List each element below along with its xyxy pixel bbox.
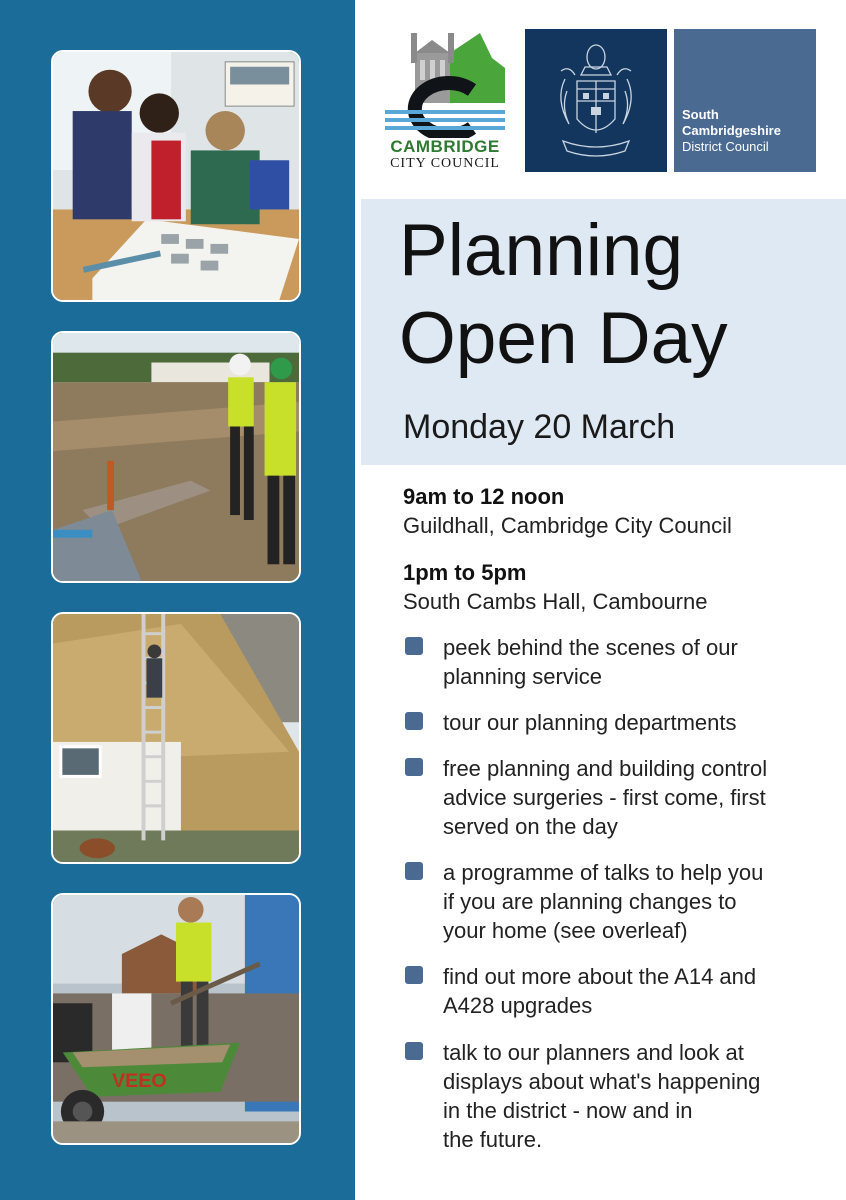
- district-crest-logo: [525, 29, 667, 172]
- session-1-place: Guildhall, Cambridge City Council: [403, 513, 732, 538]
- bullet-square-icon: [405, 862, 423, 880]
- bullet-line: peek behind the scenes of our: [443, 635, 738, 660]
- bullet-square-icon: [405, 637, 423, 655]
- title-line-1: Planning: [399, 210, 684, 291]
- bullet-line: find out more about the A14 and: [443, 964, 757, 989]
- district-name-line1: South: [682, 107, 719, 122]
- bullet-line: advice surgeries - first come, first: [443, 785, 766, 810]
- city-council-wordmark: CAMBRIDGE: [390, 137, 500, 156]
- photo-building-site-inspection: [51, 331, 301, 583]
- session-2-time: 1pm to 5pm: [403, 560, 527, 585]
- session-1-time: 9am to 12 noon: [403, 484, 565, 509]
- session-2-place: South Cambs Hall, Cambourne: [403, 589, 708, 614]
- bullet-square-icon: [405, 966, 423, 984]
- bullet-line: planning service: [443, 664, 602, 689]
- bullet-line: tour our planning departments: [443, 710, 737, 735]
- svg-text:VEEO: VEEO: [112, 1069, 167, 1092]
- district-name-line2: Cambridgeshire: [682, 123, 781, 138]
- bullet-square-icon: [405, 712, 423, 730]
- bullet-line: if you are planning changes to: [443, 889, 737, 914]
- photo-thatched-cottage: [51, 612, 301, 864]
- bullet-line: the future.: [443, 1127, 543, 1152]
- bullet-line: displays about what's happening: [443, 1069, 761, 1094]
- city-council-subtitle: CITY COUNCIL: [390, 156, 500, 171]
- photo-planners-reviewing-plans: [51, 50, 301, 302]
- bullet-line: served on the day: [443, 814, 618, 839]
- bullet-line: in the district - now and in: [443, 1098, 693, 1123]
- cambridge-city-council-logo: [380, 28, 510, 173]
- title-line-2: Open Day: [399, 298, 728, 379]
- event-date: Monday 20 March: [403, 408, 676, 446]
- title-panel: [361, 199, 846, 465]
- south-cambridgeshire-logo: [674, 29, 816, 172]
- bullet-line: a programme of talks to help you: [443, 860, 764, 885]
- page-title: [399, 207, 728, 383]
- bullet-line: free planning and building control: [443, 756, 768, 781]
- bullet-line: talk to our planners and look at: [443, 1040, 744, 1065]
- bullet-line: your home (see overleaf): [443, 918, 688, 943]
- district-name-line3: District Council: [682, 139, 769, 154]
- bullet-square-icon: [405, 1042, 423, 1060]
- bullet-line: A428 upgrades: [443, 993, 593, 1018]
- photo-builder-with-wheelbarrow: [51, 893, 301, 1145]
- bullet-square-icon: [405, 758, 423, 776]
